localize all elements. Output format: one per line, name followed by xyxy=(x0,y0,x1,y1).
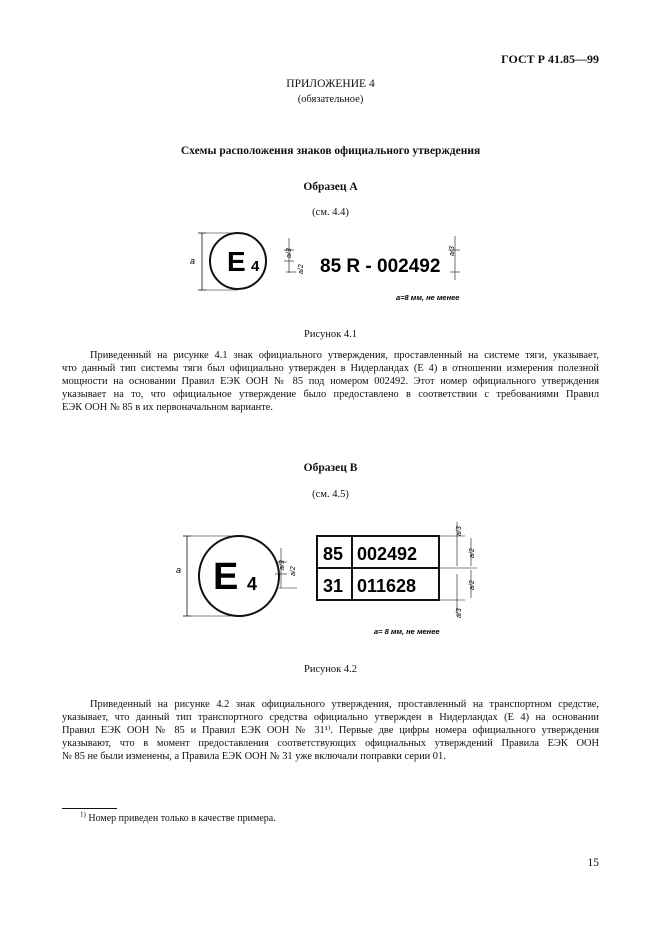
figure-caption-4-1: Рисунок 4.1 xyxy=(304,329,357,340)
page-number: 15 xyxy=(587,857,599,869)
dim-a-label-b: a xyxy=(176,565,182,575)
paragraph-a-line: что данный тип системы тяги был официально утвержден в Нидерландах (E 4) в отношении измерения полезной xyxy=(62,363,599,374)
row1-regulation: 85 xyxy=(323,544,344,564)
row2-regulation: 31 xyxy=(323,576,344,596)
e-letter-a: E xyxy=(227,246,246,277)
paragraph-b-line: Приведенный на рисунке 4.2 знак официального утверждения, проставленный на транспортном средстве, xyxy=(90,699,599,710)
dim-a2-bottom-label-b: a/2 xyxy=(469,580,476,590)
dim-a3-label-b: a/3 xyxy=(279,560,286,570)
footnote-mark: 1) xyxy=(80,810,86,819)
appendix-title: ПРИЛОЖЕНИЕ 4 xyxy=(286,78,375,90)
appendix-heading: Схемы расположения знаков официального утверждения xyxy=(180,145,481,157)
paragraph-b-line: указывает, что данный тип транспортного средства официально утвержден в Нидерландах (E 4) на основании xyxy=(62,712,599,723)
appendix-subtitle: (обязательное) xyxy=(297,94,364,105)
row1-number: 002492 xyxy=(357,544,418,564)
dim-a2-label-a: a/2 xyxy=(298,264,305,274)
dim-a3-bottom-label-b: a/3 xyxy=(456,608,463,618)
footnote xyxy=(80,810,276,824)
sample-b-title: Образец В xyxy=(303,462,358,474)
figure-caption-4-2: Рисунок 4.2 xyxy=(304,664,357,675)
dim-a2-top-label-b: a/2 xyxy=(469,548,476,558)
dim-a3-top-label-b: a/3 xyxy=(456,526,463,536)
sample-a-ref: (см. 4.4) xyxy=(312,207,349,218)
dim-a-label: a xyxy=(190,256,196,266)
approval-number-a: 85 R - 002492 xyxy=(320,256,441,277)
dim-a3-label-a: a/3 xyxy=(286,248,293,258)
paragraph-a-line: указывает на то, что официальное утверждение было предоставлено в соответствии с требованиями Правил xyxy=(62,389,599,400)
paragraph-a-line: ЕЭК ООН № 85 в их первоначальном варианте. xyxy=(62,402,273,413)
paragraph-a-line: Приведенный на рисунке 4.1 знак официального утверждения, проставленный на системе тяги, указывает, xyxy=(90,350,599,361)
sample-b-ref: (см. 4.5) xyxy=(312,489,349,500)
approval-mark-b-figure xyxy=(175,518,495,640)
dim-a2-label-b: a/2 xyxy=(290,566,297,576)
country-number-a: 4 xyxy=(251,258,260,275)
paragraph-a-line: мощности на основании Правил ЕЭК ООН № 85 под номером 002492. Этот номер официального утверждения xyxy=(62,376,599,387)
approval-circle-b xyxy=(199,536,279,616)
footnote-separator xyxy=(62,808,117,809)
dim-a3-right-label-a: a/3 xyxy=(449,246,456,256)
size-note-b: a= 8 мм, не менее xyxy=(374,627,440,636)
paragraph-b-line: № 85 не были изменены, а Правила ЕЭК ООН № 31 уже включали поправки серии 01. xyxy=(62,751,446,762)
country-number-b: 4 xyxy=(247,574,258,594)
paragraph-b-line: Правил ЕЭК ООН № 85 и Правил ЕЭК ООН № 31¹⁾. Первые две цифры номера официального утверждения xyxy=(62,725,599,736)
e-letter-b: E xyxy=(213,556,239,598)
approval-mark-a-figure xyxy=(190,228,480,308)
paragraph-sample-b xyxy=(62,698,599,763)
sample-a-title: Образец А xyxy=(303,181,358,193)
paragraph-b-line: указывают, что в момент предоставления соответствующих официальных утверждений Правила ЕЭК ООН xyxy=(62,738,599,749)
size-note-a: a=8 мм, не менее xyxy=(396,293,460,302)
row2-number: 011628 xyxy=(357,576,417,596)
paragraph-sample-a xyxy=(62,349,599,414)
footnote-text: Номер приведен только в качестве примера. xyxy=(88,813,276,824)
standard-number: ГОСТ Р 41.85—99 xyxy=(501,52,599,66)
